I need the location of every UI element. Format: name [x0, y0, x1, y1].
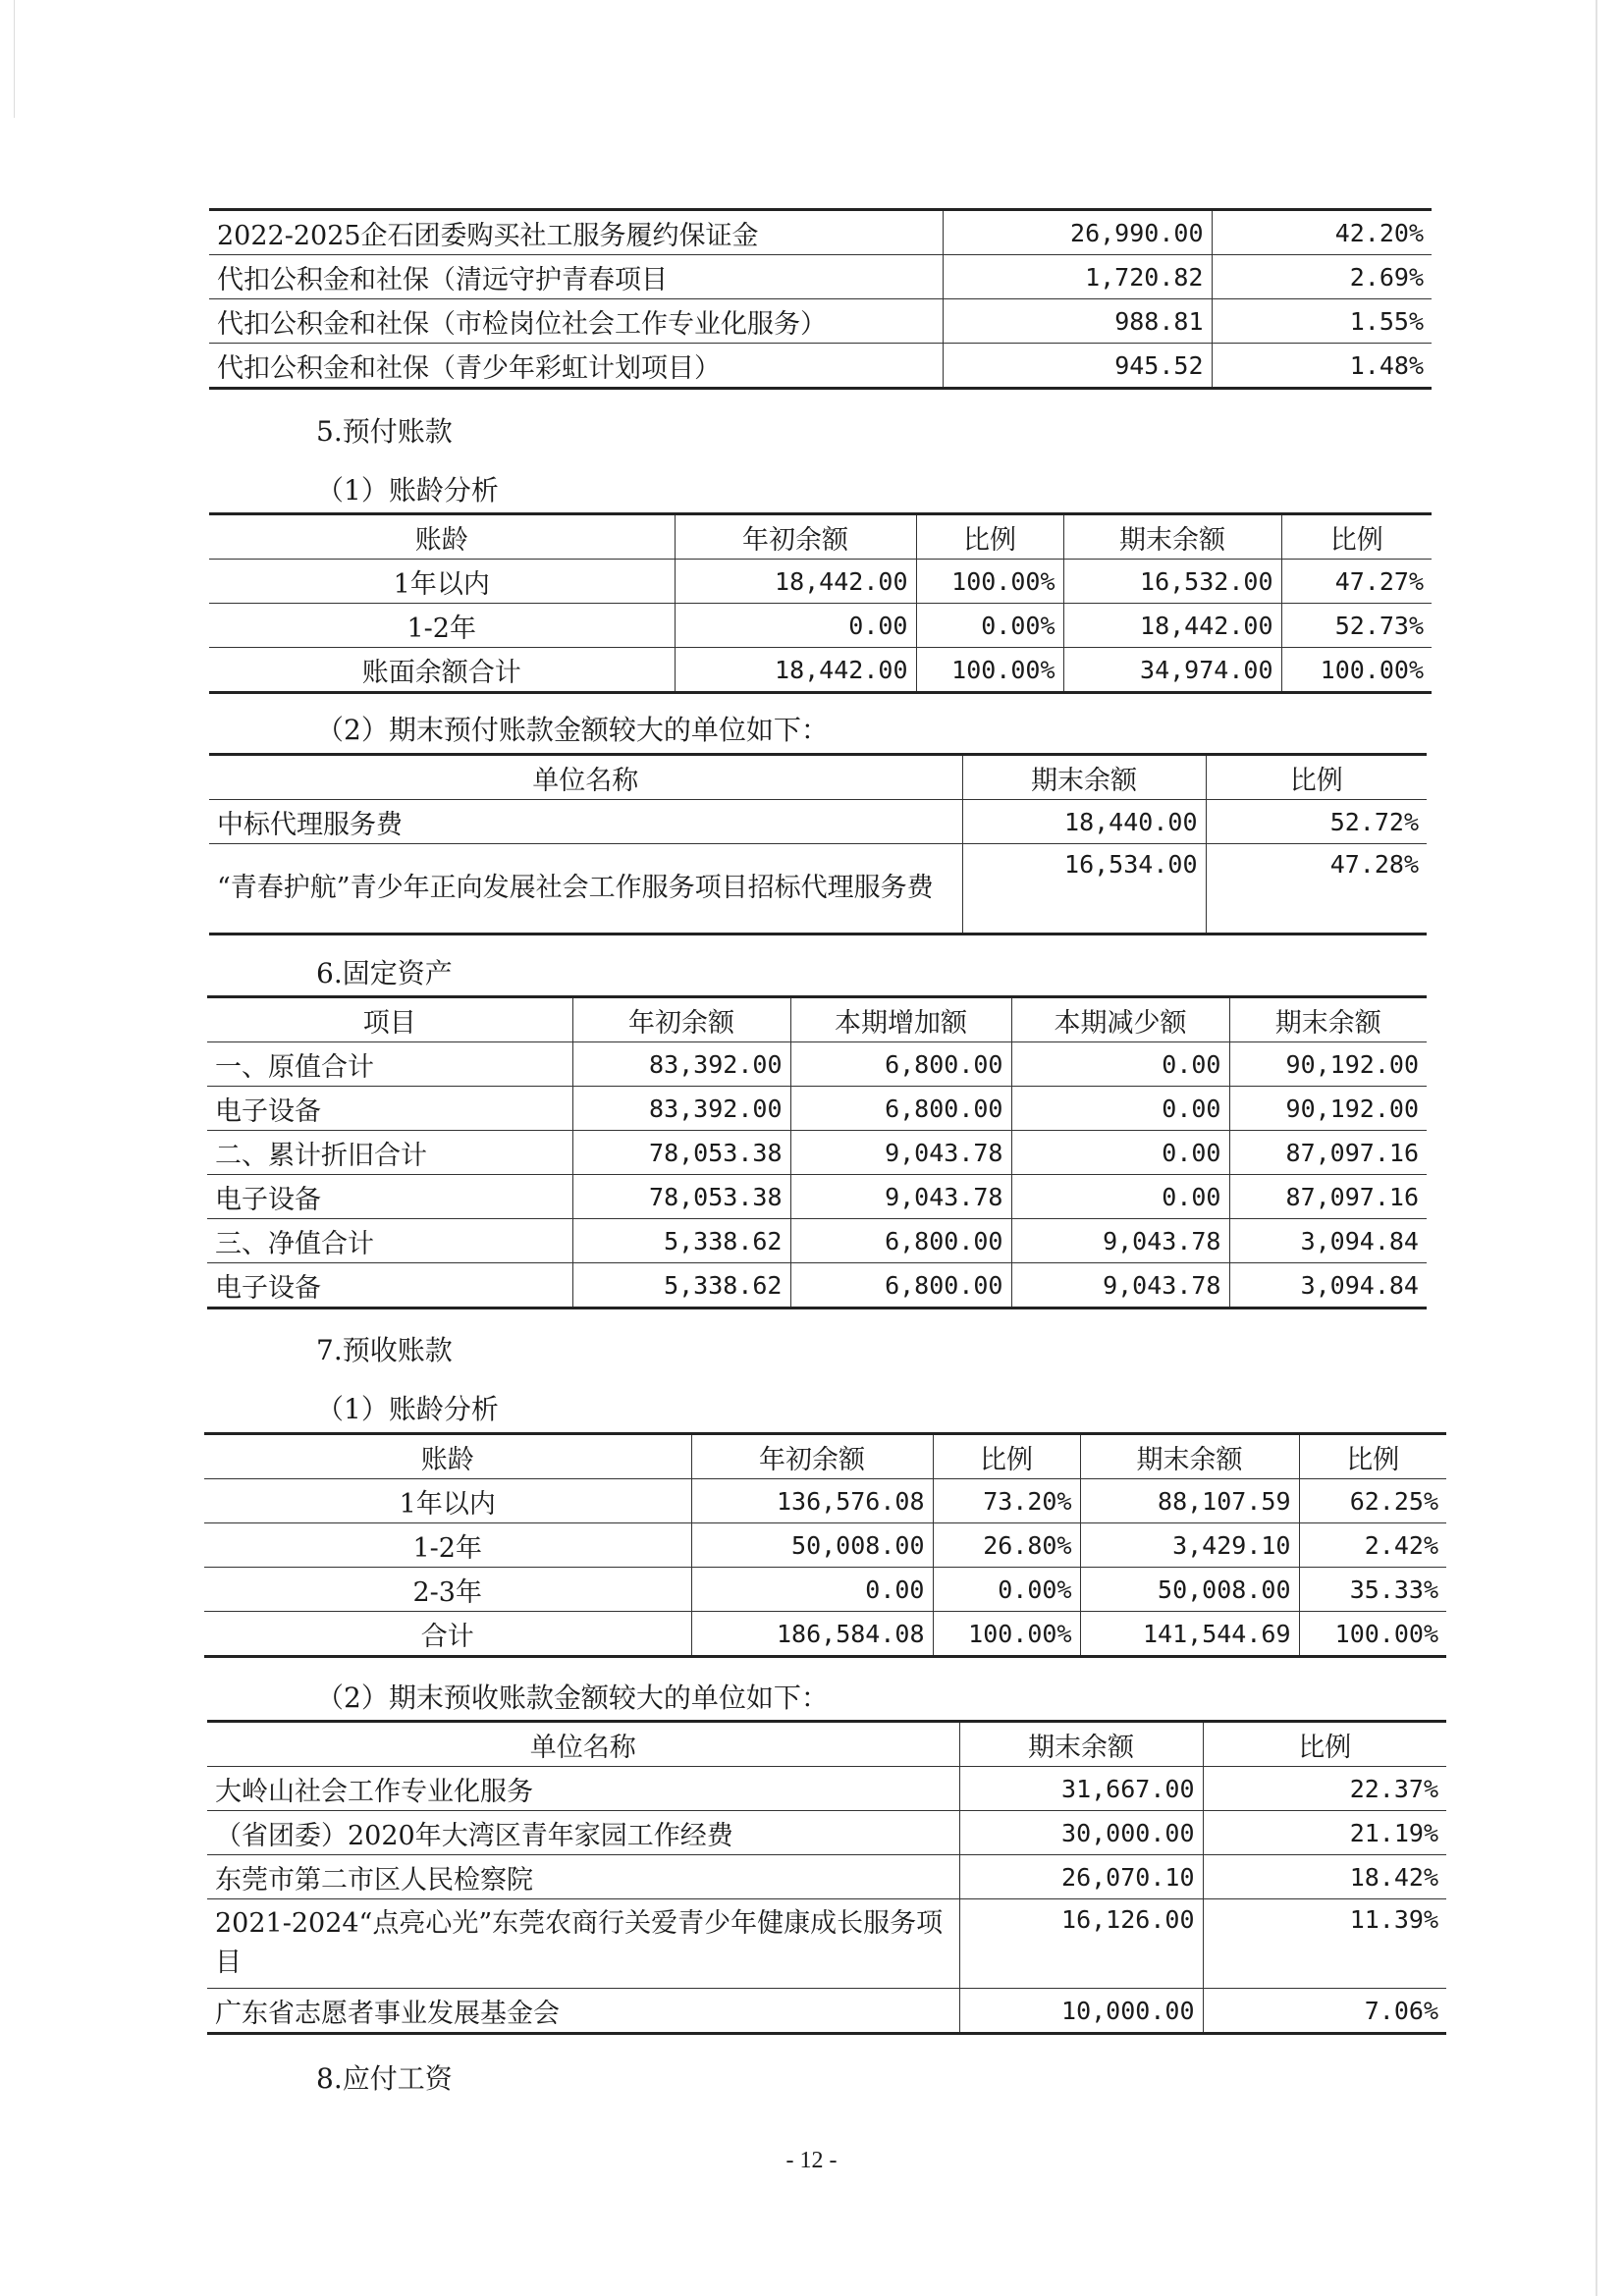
cell: 3,094.84 — [1229, 1219, 1427, 1263]
column-header: 比例 — [916, 514, 1063, 560]
cell: 1年以内 — [209, 560, 675, 604]
cell: 1-2年 — [209, 604, 675, 648]
cell: 1.48% — [1212, 344, 1432, 389]
cell: 100.00% — [933, 1612, 1080, 1657]
cell: 136,576.08 — [691, 1479, 933, 1523]
column-header: 期末余额 — [1274, 1007, 1381, 1039]
cell: 83,392.00 — [572, 1087, 790, 1131]
cell: 6,800.00 — [790, 1263, 1011, 1308]
cell: 1.55% — [1212, 299, 1432, 344]
cell: 中标代理服务费 — [209, 800, 962, 844]
cell: 186,584.08 — [691, 1612, 933, 1657]
cell: 5,338.62 — [572, 1219, 790, 1263]
cell: 945.52 — [943, 344, 1212, 389]
cell: 31,667.00 — [959, 1767, 1203, 1811]
cell: 88,107.59 — [1080, 1479, 1299, 1523]
cell: 0.00 — [1011, 1131, 1229, 1175]
other-payables-detail-table — [209, 208, 1432, 390]
cell: 7.06% — [1203, 1989, 1446, 2034]
section-5-title: 5.预付账款 — [316, 415, 453, 448]
table-row — [207, 1767, 1446, 1811]
cell: 代扣公积金和社保（清远守护青春项目 — [209, 255, 943, 299]
cell: 100.00% — [916, 560, 1063, 604]
scan-edge-left — [14, 0, 15, 118]
table-row — [207, 1042, 1427, 1087]
cell: 0.00 — [1011, 1042, 1229, 1087]
table-header-row — [209, 755, 1427, 800]
cell: 0.00% — [916, 604, 1063, 648]
cell: 47.27% — [1281, 560, 1432, 604]
cell: 1,720.82 — [943, 255, 1212, 299]
cell: 0.00 — [691, 1568, 933, 1612]
cell: 2.42% — [1299, 1523, 1446, 1568]
cell: 代扣公积金和社保（市检岗位社会工作专业化服务） — [209, 299, 943, 344]
cell: 50,008.00 — [691, 1523, 933, 1568]
cell: （省团委）2020年大湾区青年家园工作经费 — [207, 1811, 959, 1855]
table-header-row — [209, 514, 1432, 560]
cell: 1-2年 — [204, 1523, 691, 1568]
section-5-sub1: （1）账龄分析 — [316, 474, 499, 507]
prepayment-units-table — [209, 753, 1427, 935]
page-number: - 12 - — [785, 2148, 838, 2173]
cell: 26.80% — [933, 1523, 1080, 1568]
scan-edge-right — [1596, 0, 1597, 2296]
cell: 11.39% — [1203, 1899, 1446, 1989]
section-8-title: 8.应付工资 — [316, 2062, 453, 2095]
cell: 47.28% — [1206, 844, 1427, 934]
cell: 三、净值合计 — [207, 1219, 572, 1263]
table-row — [204, 1479, 1446, 1523]
cell: 2021-2024“点亮心光”东莞农商行关爱青少年健康成长服务项目 — [207, 1899, 959, 1989]
column-header: 账龄 — [204, 1434, 691, 1479]
column-header: 项目 — [207, 997, 572, 1042]
cell: 83,392.00 — [572, 1042, 790, 1087]
column-header: 账龄 — [209, 514, 675, 560]
cell: 87,097.16 — [1229, 1175, 1427, 1219]
cell: 合计 — [204, 1612, 691, 1657]
cell: 16,534.00 — [962, 844, 1206, 934]
cell: “青春护航”青少年正向发展社会工作服务项目招标代理服务费 — [209, 844, 962, 934]
table-row — [207, 1899, 1446, 1989]
cell: 广东省志愿者事业发展基金会 — [207, 1989, 959, 2034]
column-header: 本期减少额 — [1011, 997, 1229, 1042]
cell: 16,126.00 — [959, 1899, 1203, 1989]
cell: 18,442.00 — [675, 648, 916, 693]
cell: 10,000.00 — [959, 1989, 1203, 2034]
cell: 52.73% — [1281, 604, 1432, 648]
cell: 电子设备 — [207, 1263, 572, 1308]
table-row — [207, 1219, 1427, 1263]
table-row — [209, 344, 1432, 389]
section-7-title: 7.预收账款 — [316, 1334, 453, 1366]
cell: 90,192.00 — [1229, 1087, 1427, 1131]
cell: 52.72% — [1206, 800, 1427, 844]
cell: 大岭山社会工作专业化服务 — [207, 1767, 959, 1811]
cell: 9,043.78 — [1011, 1263, 1229, 1308]
table-row — [207, 1855, 1446, 1899]
column-header: 比例 — [1298, 1732, 1352, 1763]
table-row — [204, 1568, 1446, 1612]
table-header-row — [207, 997, 1427, 1042]
section-5-sub2: （2）期末预付账款金额较大的单位如下： — [316, 714, 829, 746]
column-header: 单位名称 — [207, 1722, 959, 1767]
cell: 二、累计折旧合计 — [207, 1131, 572, 1175]
table-row — [209, 648, 1432, 693]
cell: 一、原值合计 — [207, 1042, 572, 1087]
table-row — [204, 1612, 1446, 1657]
table-row — [207, 1811, 1446, 1855]
table-row — [209, 800, 1427, 844]
table-header-row — [207, 1722, 1446, 1767]
table-row — [209, 604, 1432, 648]
prepayment-aging-table — [209, 512, 1432, 694]
cell: 16,532.00 — [1063, 560, 1281, 604]
column-header: 期末余额 — [1063, 514, 1281, 560]
table-row — [209, 560, 1432, 604]
section-7-sub2: （2）期末预收账款金额较大的单位如下： — [316, 1682, 829, 1714]
column-header: 年初余额 — [572, 997, 790, 1042]
advance-receipts-units-table — [207, 1720, 1446, 2035]
cell: 62.25% — [1299, 1479, 1446, 1523]
table-row — [209, 844, 1427, 934]
cell: 90,192.00 — [1229, 1042, 1427, 1087]
cell: 87,097.16 — [1229, 1131, 1427, 1175]
cell: 东莞市第二市区人民检察院 — [207, 1855, 959, 1899]
cell: 100.00% — [1281, 648, 1432, 693]
cell: 18,440.00 — [962, 800, 1206, 844]
cell: 50,008.00 — [1080, 1568, 1299, 1612]
cell: 988.81 — [943, 299, 1212, 344]
cell: 78,053.38 — [572, 1131, 790, 1175]
cell: 18,442.00 — [1063, 604, 1281, 648]
column-header: 比例 — [1346, 1444, 1400, 1475]
column-header: 比例 — [1289, 765, 1343, 796]
cell: 100.00% — [1299, 1612, 1446, 1657]
cell: 2022-2025企石团委购买社工服务履约保证金 — [209, 210, 943, 255]
table-row — [209, 255, 1432, 299]
cell: 0.00 — [675, 604, 916, 648]
cell: 22.37% — [1203, 1767, 1446, 1811]
cell: 18.42% — [1203, 1855, 1446, 1899]
column-header: 单位名称 — [209, 755, 962, 800]
cell: 18,442.00 — [675, 560, 916, 604]
table-row — [204, 1523, 1446, 1568]
cell: 6,800.00 — [790, 1087, 1011, 1131]
table-row — [207, 1087, 1427, 1131]
column-header: 本期增加额 — [790, 997, 1011, 1042]
cell: 0.00 — [1011, 1087, 1229, 1131]
cell: 2.69% — [1212, 255, 1432, 299]
cell: 73.20% — [933, 1479, 1080, 1523]
cell: 9,043.78 — [790, 1175, 1011, 1219]
cell: 34,974.00 — [1063, 648, 1281, 693]
cell: 电子设备 — [207, 1087, 572, 1131]
section-7-sub1: （1）账龄分析 — [316, 1393, 499, 1425]
cell: 3,429.10 — [1080, 1523, 1299, 1568]
cell: 141,544.69 — [1080, 1612, 1299, 1657]
column-header: 期末余额 — [962, 755, 1206, 800]
cell: 账面余额合计 — [209, 648, 675, 693]
table-row — [207, 1263, 1427, 1308]
cell: 26,070.10 — [959, 1855, 1203, 1899]
column-header: 期末余额 — [959, 1722, 1203, 1767]
cell: 0.00% — [933, 1568, 1080, 1612]
table-row — [207, 1131, 1427, 1175]
column-header: 比例 — [933, 1434, 1080, 1479]
cell: 3,094.84 — [1229, 1263, 1427, 1308]
table-row — [209, 210, 1432, 255]
cell: 26,990.00 — [943, 210, 1212, 255]
fixed-assets-table — [207, 995, 1427, 1309]
cell: 5,338.62 — [572, 1263, 790, 1308]
table-row — [207, 1989, 1446, 2034]
table-row — [209, 299, 1432, 344]
cell: 6,800.00 — [790, 1042, 1011, 1087]
section-6-title: 6.固定资产 — [316, 957, 453, 989]
cell: 2-3年 — [204, 1568, 691, 1612]
table-header-row — [204, 1434, 1446, 1479]
column-header: 年初余额 — [691, 1434, 933, 1479]
cell: 电子设备 — [207, 1175, 572, 1219]
cell: 0.00 — [1011, 1175, 1229, 1219]
advance-receipts-aging-table — [204, 1432, 1446, 1658]
cell: 6,800.00 — [790, 1219, 1011, 1263]
column-header: 期末余额 — [1080, 1434, 1299, 1479]
cell: 1年以内 — [204, 1479, 691, 1523]
table-row — [207, 1175, 1427, 1219]
column-header: 年初余额 — [675, 514, 916, 560]
cell: 42.20% — [1334, 218, 1424, 247]
cell: 9,043.78 — [1011, 1219, 1229, 1263]
cell: 100.00% — [916, 648, 1063, 693]
column-header: 比例 — [1329, 524, 1383, 556]
cell: 9,043.78 — [790, 1131, 1011, 1175]
cell: 78,053.38 — [572, 1175, 790, 1219]
cell: 21.19% — [1203, 1811, 1446, 1855]
cell: 代扣公积金和社保（青少年彩虹计划项目） — [209, 344, 943, 389]
cell: 30,000.00 — [959, 1811, 1203, 1855]
cell: 35.33% — [1299, 1568, 1446, 1612]
